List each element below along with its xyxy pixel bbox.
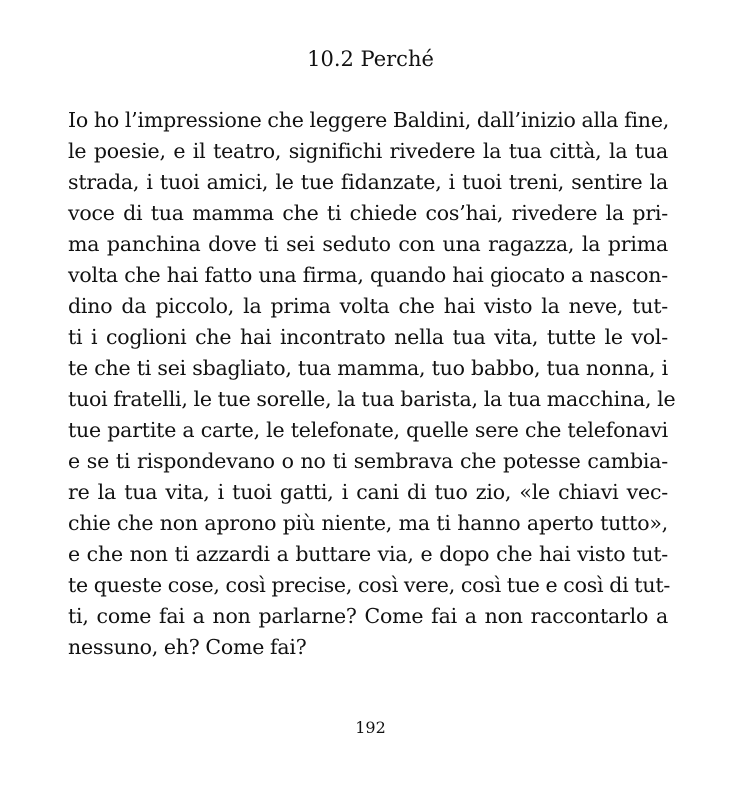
paragraph-line: e se ti rispondevano o no ti sembrava che potesse cambia- <box>68 449 668 473</box>
paragraph-line: ti, come fai a non parlarne? Come fai a non raccontarlo a <box>68 604 668 628</box>
paragraph-line: voce di tua mamma che ti chiede cos’hai, rivedere la pri- <box>68 201 668 225</box>
paragraph-line: nessuno, eh? Come fai? <box>68 635 307 659</box>
paragraph-line: ti i coglioni che hai incontrato nella tua vita, tutte le vol- <box>68 325 668 349</box>
paragraph-line: ma panchina dove ti sei seduto con una ragazza, la prima <box>68 232 668 256</box>
page-number: 192 <box>355 718 386 737</box>
paragraph <box>68 105 676 663</box>
section-title: 10.2 Perché <box>307 47 434 71</box>
paragraph-line: te che ti sei sbagliato, tua mamma, tuo babbo, tua nonna, i <box>68 356 668 380</box>
paragraph-line: volta che hai fatto una firma, quando hai giocato a nascon- <box>68 263 668 287</box>
paragraph-line: tue partite a carte, le telefonate, quelle sere che telefonavi <box>68 418 668 442</box>
paragraph-line: le poesie, e il teatro, significhi rivedere la tua città, la tua <box>68 139 668 163</box>
paragraph-line: chie che non aprono più niente, ma ti hanno aperto tutto», <box>68 511 668 535</box>
paragraph-line: e che non ti azzardi a buttare via, e dopo che hai visto tut- <box>68 542 668 566</box>
paragraph-line: re la tua vita, i tuoi gatti, i cani di tuo zio, «le chiavi vec- <box>68 480 668 504</box>
paragraph-line: Io ho l’impressione che leggere Baldini, dall’inizio alla fine, <box>68 108 670 132</box>
paragraph-line: strada, i tuoi amici, le tue fidanzate, i tuoi treni, sentire la <box>68 170 668 194</box>
paragraph-line: tuoi fratelli, le tue sorelle, la tua barista, la tua macchina, le <box>68 387 676 411</box>
paragraph-line: dino da piccolo, la prima volta che hai visto la neve, tut- <box>68 294 668 318</box>
paragraph-line: te queste cose, così precise, così vere, così tue e così di tut- <box>68 573 671 597</box>
